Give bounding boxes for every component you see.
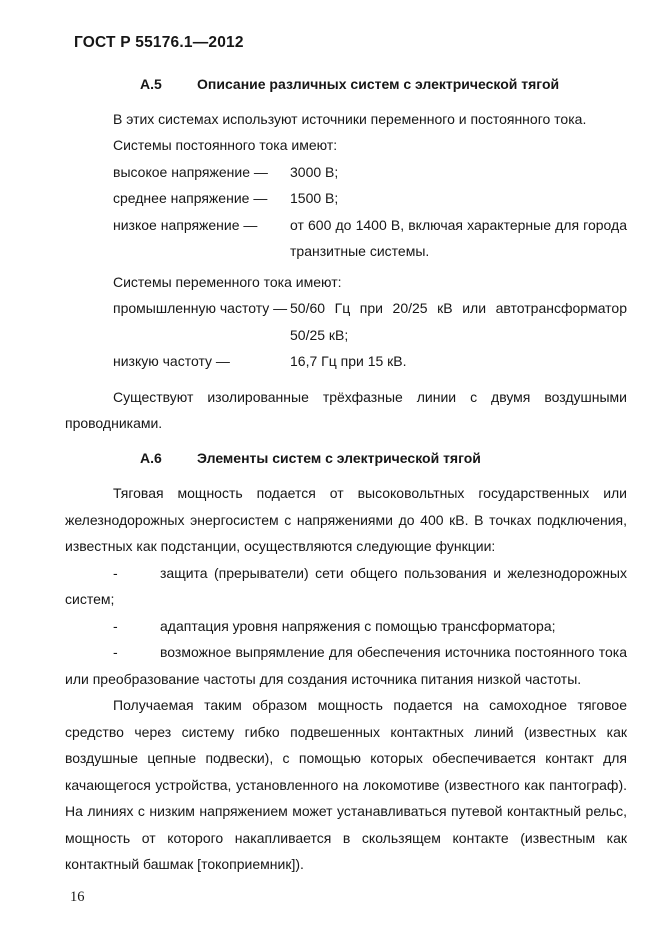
section-a5-heading — [140, 71, 627, 98]
section-a6-heading — [140, 445, 627, 472]
section-a6-number: А.6 — [140, 449, 162, 466]
def-value: 50/60 Гц при 20/25 кВ или автотрансформатор 50/25 кВ; — [290, 300, 627, 343]
def-label: промышленную частоту — — [113, 300, 288, 316]
list-item — [65, 613, 627, 640]
def-label: низкую частоту — — [113, 353, 230, 369]
def-label: низкое напряжение — — [113, 216, 258, 233]
document-header: ГОСТ Р 55176.1—2012 — [74, 34, 244, 51]
page-number: 16 — [70, 889, 85, 905]
document-content — [65, 71, 627, 878]
dc-voltage-row — [65, 185, 627, 212]
paragraph-a6-2: Получаемая таким образом мощность подается на самоходное тяговое средство через систему гибко подвешенных контактных линий (известных как воздушные цепные подвески), с помощью которых обеспечивается контакт для качающегося устройства, установленного на локомотиве (известного как пантограф). На линиях с низким напряжением может устанавливаться путевой контактный рельс, мощность от которого накапливается в скользящем контакте (известным как контактный башмак [токоприемник]). — [65, 697, 627, 872]
list-marker: - — [113, 617, 118, 634]
dc-voltage-row — [65, 159, 627, 186]
list-item-text: возможное выпрямление для обеспечения источника постоянного тока или преобразование частоты для создания источника питания низкой частоты. — [65, 644, 627, 687]
list-item — [65, 560, 627, 613]
paragraph-intro: В этих системах используют источники переменного и постоянного тока. — [113, 110, 587, 127]
paragraph-dc-intro: Системы постоянного тока имеют: — [113, 137, 338, 153]
dc-voltage-row — [65, 212, 627, 265]
list-item — [65, 639, 627, 692]
def-label: среднее напряжение — — [113, 190, 268, 206]
def-label: высокое напряжение — — [113, 163, 268, 180]
ac-frequency-row — [65, 348, 627, 375]
paragraph-a6-1: Тяговая мощность подается от высоковольтных государственных или железнодорожных энергосистем с напряжениями до 400 кВ. В точках подключения, известных как подстанции, осуществляются следующие функции: — [65, 485, 627, 554]
list-item-text: защита (прерыватели) сети общего пользования и железнодорожных систем; — [65, 564, 627, 607]
def-value: 16,7 Гц при 15 кВ. — [290, 353, 407, 369]
def-value: 1500 В; — [290, 190, 339, 206]
list-marker: - — [113, 564, 118, 581]
paragraph-ac-intro: Системы переменного тока имеют: — [113, 273, 342, 290]
def-value: 3000 В; — [290, 163, 339, 180]
paragraph-closing: Существуют изолированные трёхфазные линии с двумя воздушными проводниками. — [65, 388, 627, 431]
def-value: от 600 до 1400 В, включая характерные для города транзитные системы. — [290, 216, 627, 259]
ac-frequency-row — [65, 295, 627, 348]
section-a5-title: Описание различных систем с электрической тягой — [197, 76, 560, 92]
section-a5-number: А.5 — [140, 76, 162, 92]
section-a6-title: Элементы систем с электрической тягой — [197, 449, 481, 466]
list-item-text: адаптация уровня напряжения с помощью трансформатора; — [160, 617, 556, 634]
list-marker: - — [113, 644, 118, 660]
